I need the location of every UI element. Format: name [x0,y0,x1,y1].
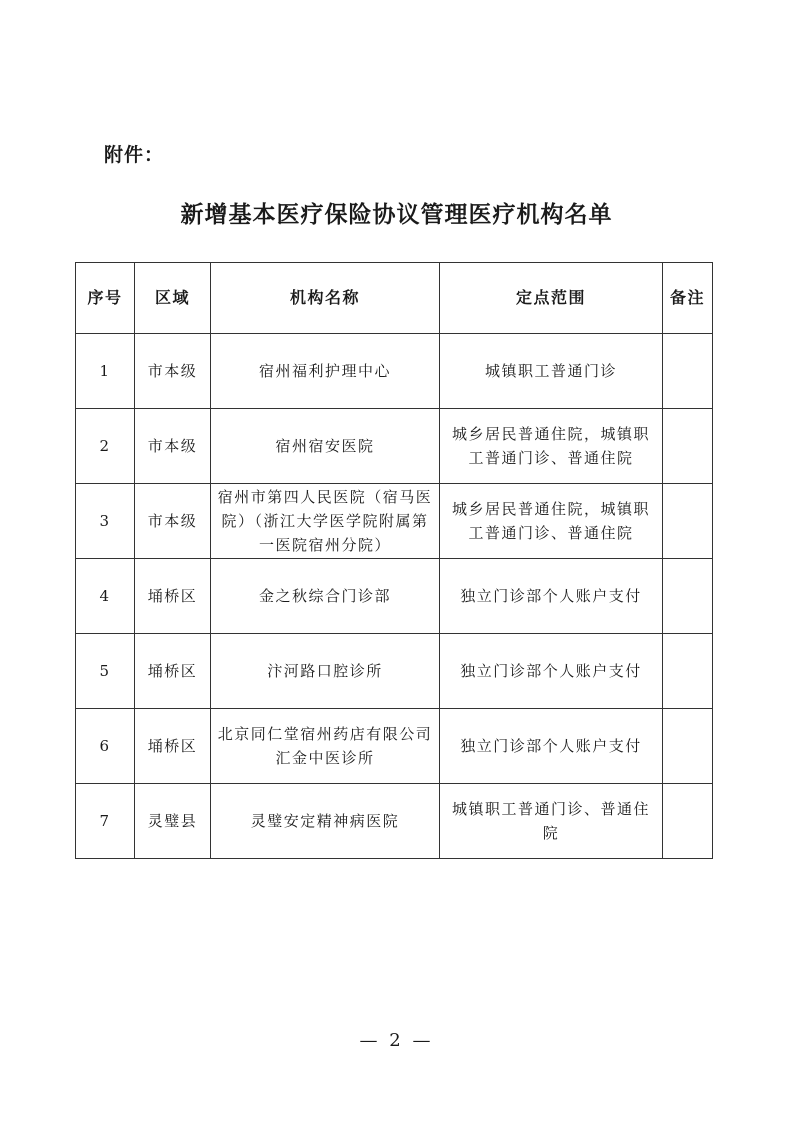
cell-scope: 城镇职工普通门诊、普通住院 [440,784,663,859]
page-number: — 2 — [359,1030,434,1051]
cell-region: 埇桥区 [135,634,211,709]
cell-scope: 城乡居民普通住院，城镇职工普通门诊、普通住院 [440,484,663,559]
document-title: 新增基本医疗保险协议管理医疗机构名单 [180,201,613,228]
table-row [76,709,713,784]
cell-name: 汴河路口腔诊所 [211,634,440,709]
cell-note [663,409,713,484]
cell-seq: 4 [76,559,135,634]
cell-note [663,709,713,784]
cell-scope: 独立门诊部个人账户支付 [440,634,663,709]
table-row [76,634,713,709]
table-row [76,484,713,559]
cell-scope: 城镇职工普通门诊 [440,334,663,409]
header-seq: 序号 [76,263,135,334]
cell-note [663,784,713,859]
cell-region: 埇桥区 [135,559,211,634]
cell-region: 灵璧县 [135,784,211,859]
cell-scope: 独立门诊部个人账户支付 [440,559,663,634]
cell-scope: 城乡居民普通住院，城镇职工普通门诊、普通住院 [440,409,663,484]
table-row [76,784,713,859]
cell-name: 灵璧安定精神病医院 [211,784,440,859]
cell-seq: 1 [76,334,135,409]
cell-seq: 3 [76,484,135,559]
cell-seq: 6 [76,709,135,784]
table-row [76,409,713,484]
table-header-row [76,263,713,334]
cell-region: 市本级 [135,334,211,409]
institution-table [75,262,713,859]
cell-region: 埇桥区 [135,709,211,784]
cell-name: 金之秋综合门诊部 [211,559,440,634]
cell-name: 北京同仁堂宿州药店有限公司汇金中医诊所 [211,709,440,784]
cell-seq: 2 [76,409,135,484]
cell-note [663,559,713,634]
header-scope: 定点范围 [440,263,663,334]
table-row [76,559,713,634]
cell-name: 宿州宿安医院 [211,409,440,484]
table-row [76,334,713,409]
cell-region: 市本级 [135,484,211,559]
cell-scope: 独立门诊部个人账户支付 [440,709,663,784]
cell-note [663,334,713,409]
attachment-label: 附件： [104,144,165,166]
cell-seq: 7 [76,784,135,859]
cell-seq: 5 [76,634,135,709]
header-region: 区域 [135,263,211,334]
header-name: 机构名称 [211,263,440,334]
cell-name: 宿州市第四人民医院（宿马医院）（浙江大学医学院附属第一医院宿州分院） [211,484,440,559]
cell-note [663,634,713,709]
cell-region: 市本级 [135,409,211,484]
cell-name: 宿州福利护理中心 [211,334,440,409]
header-note: 备注 [663,263,713,334]
cell-note [663,484,713,559]
